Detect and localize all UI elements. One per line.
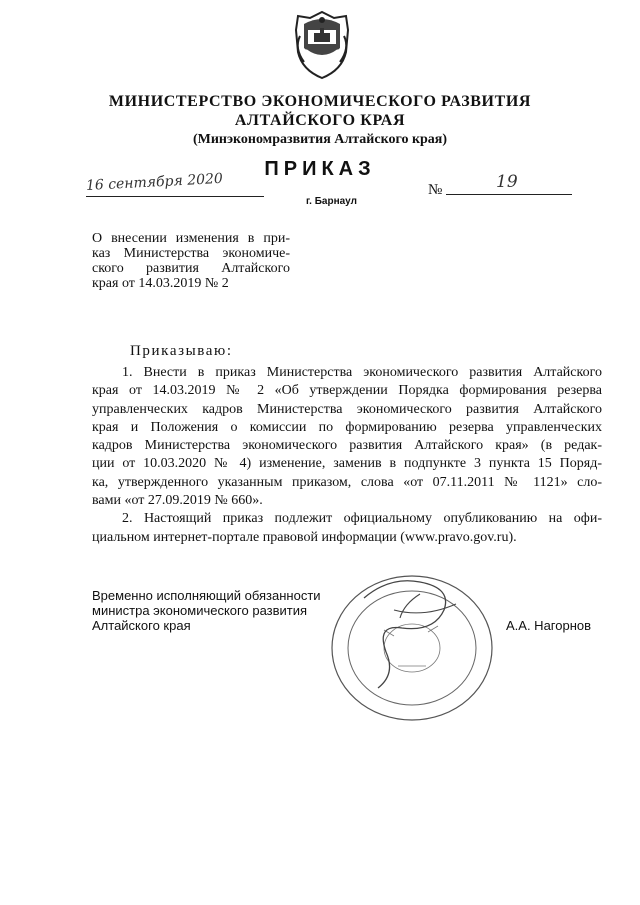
coat-of-arms-icon [290,8,354,80]
signer-line: Алтайского края [92,618,191,633]
handwritten-date: 16 сентября 2020 [85,170,224,194]
signer-line: министра экономического развития [92,603,308,618]
subject-line: ского развития Алтайского [92,261,290,276]
body-line: 2. Настоящий приказ подлежит официальному опубликованию на офи- [122,511,602,527]
subject-line: края от 14.03.2019 № 2 [92,276,229,291]
organization-region: АЛТАЙСКОГО КРАЯ [234,112,406,129]
city-label: г. Барнаул [306,196,357,207]
organization-name: МИНИСТЕРСТВО ЭКОНОМИЧЕСКОГО РАЗВИТИЯ [108,93,532,110]
signer-name: А.А. Нагорнов [506,618,592,633]
date-underline [86,196,264,197]
order-word: Приказываю: [130,343,233,359]
order-body [92,364,602,547]
organization-short-name: (Минэкономразвития Алтайского края) [192,132,448,147]
seal-stamp-icon [324,570,500,726]
body-line: края и Положения о комиссии по формированию резерва управленческих [92,419,602,435]
handwritten-number: 19 [496,172,518,192]
body-line: кадров Министерства экономического развития Алтайского края» (в редак- [92,438,602,454]
body-line: вами «от 27.09.2019 № 660». [92,493,263,509]
body-line: ции от 10.03.2020 № 4) изменение, заменив в подпункте 3 пункта 15 Поряд- [92,456,602,472]
body-line: 1. Внести в приказ Министерства экономического развития Алтайского [122,365,602,380]
body-line: ка, утвержденного указанным приказом, слова «от 07.11.2011 № 1121» сло- [92,474,602,490]
number-underline [446,194,572,195]
number-label: № [428,182,443,198]
document-title: ПРИКАЗ [264,158,376,180]
body-line: циальном интернет-портале правовой информации (www.pravo.gov.ru). [92,529,517,545]
subject-line: каз Министерства экономиче- [92,246,290,261]
body-line: управленческих кадров Министерства экономического развития Алтайского [92,401,602,417]
signer-line: Временно исполняющий обязанности [92,588,321,603]
subject-line: О внесении изменения в при- [92,231,290,246]
body-line: края от 14.03.2019 № 2 «Об утверждении Порядка формирования резерва [92,383,602,399]
subject-block [92,231,290,291]
